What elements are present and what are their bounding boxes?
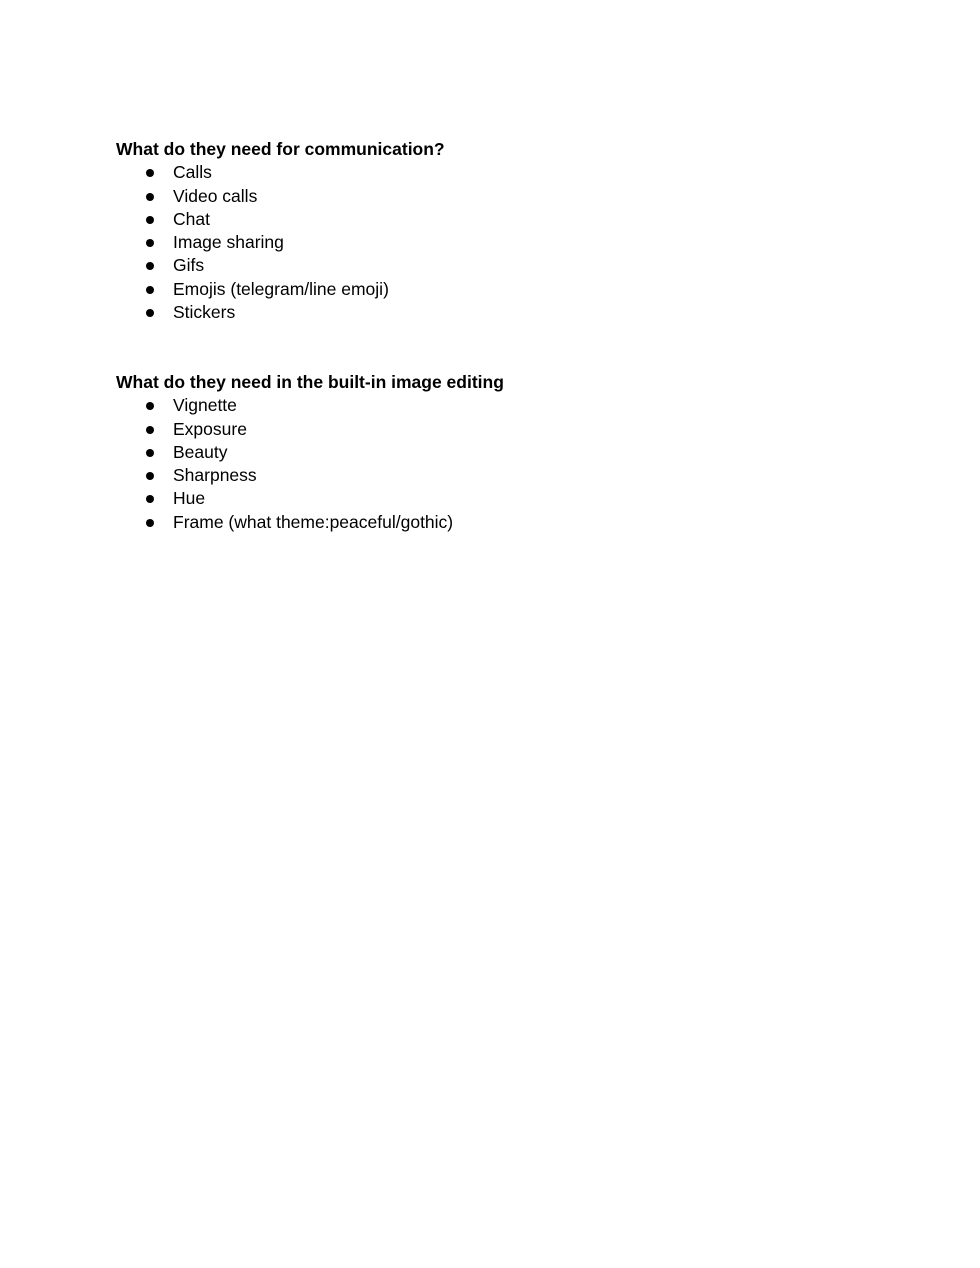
list-item [116,231,876,254]
communication-list [116,161,876,324]
bullet-icon [146,495,154,503]
image-editing-section [116,371,876,534]
bullet-icon [146,426,154,434]
bullet-icon [146,193,154,201]
list-item-text: Sharpness [173,465,257,486]
list-item [116,254,876,277]
bullet-icon [146,519,154,527]
list-item [116,185,876,208]
bullet-icon [146,449,154,457]
bullet-icon [146,216,154,224]
list-item [116,301,876,324]
list-item [116,511,876,534]
list-item [116,441,876,464]
list-item-text: Stickers [173,302,236,323]
list-item-text: Exposure [173,418,247,439]
image-editing-list [116,394,876,534]
list-item [116,208,876,231]
bullet-icon [146,239,154,247]
bullet-icon [146,472,154,480]
bullet-icon [146,169,154,177]
list-item-text: Emojis (telegram/line emoji) [173,278,389,299]
bullet-icon [146,402,154,410]
list-item-text: Gifs [173,255,205,276]
communication-section [116,138,876,324]
list-item-text: Calls [173,162,212,183]
list-item [116,487,876,510]
list-item-text: Video calls [173,185,258,206]
image-editing-heading: What do they need in the built-in image editing [116,372,504,392]
list-item [116,418,876,441]
list-item-text: Vignette [173,395,237,416]
bullet-icon [146,286,154,294]
list-item-text: Image sharing [173,232,284,253]
list-item-text: Beauty [173,441,228,462]
list-item [116,278,876,301]
bullet-icon [146,309,154,317]
list-item-text: Frame (what theme:peaceful/gothic) [173,511,454,532]
list-item [116,394,876,417]
bullet-icon [146,262,154,270]
list-item-text: Hue [173,488,206,509]
list-item [116,161,876,184]
list-item-text: Chat [173,208,210,229]
communication-heading: What do they need for communication? [116,139,445,159]
list-item [116,464,876,487]
